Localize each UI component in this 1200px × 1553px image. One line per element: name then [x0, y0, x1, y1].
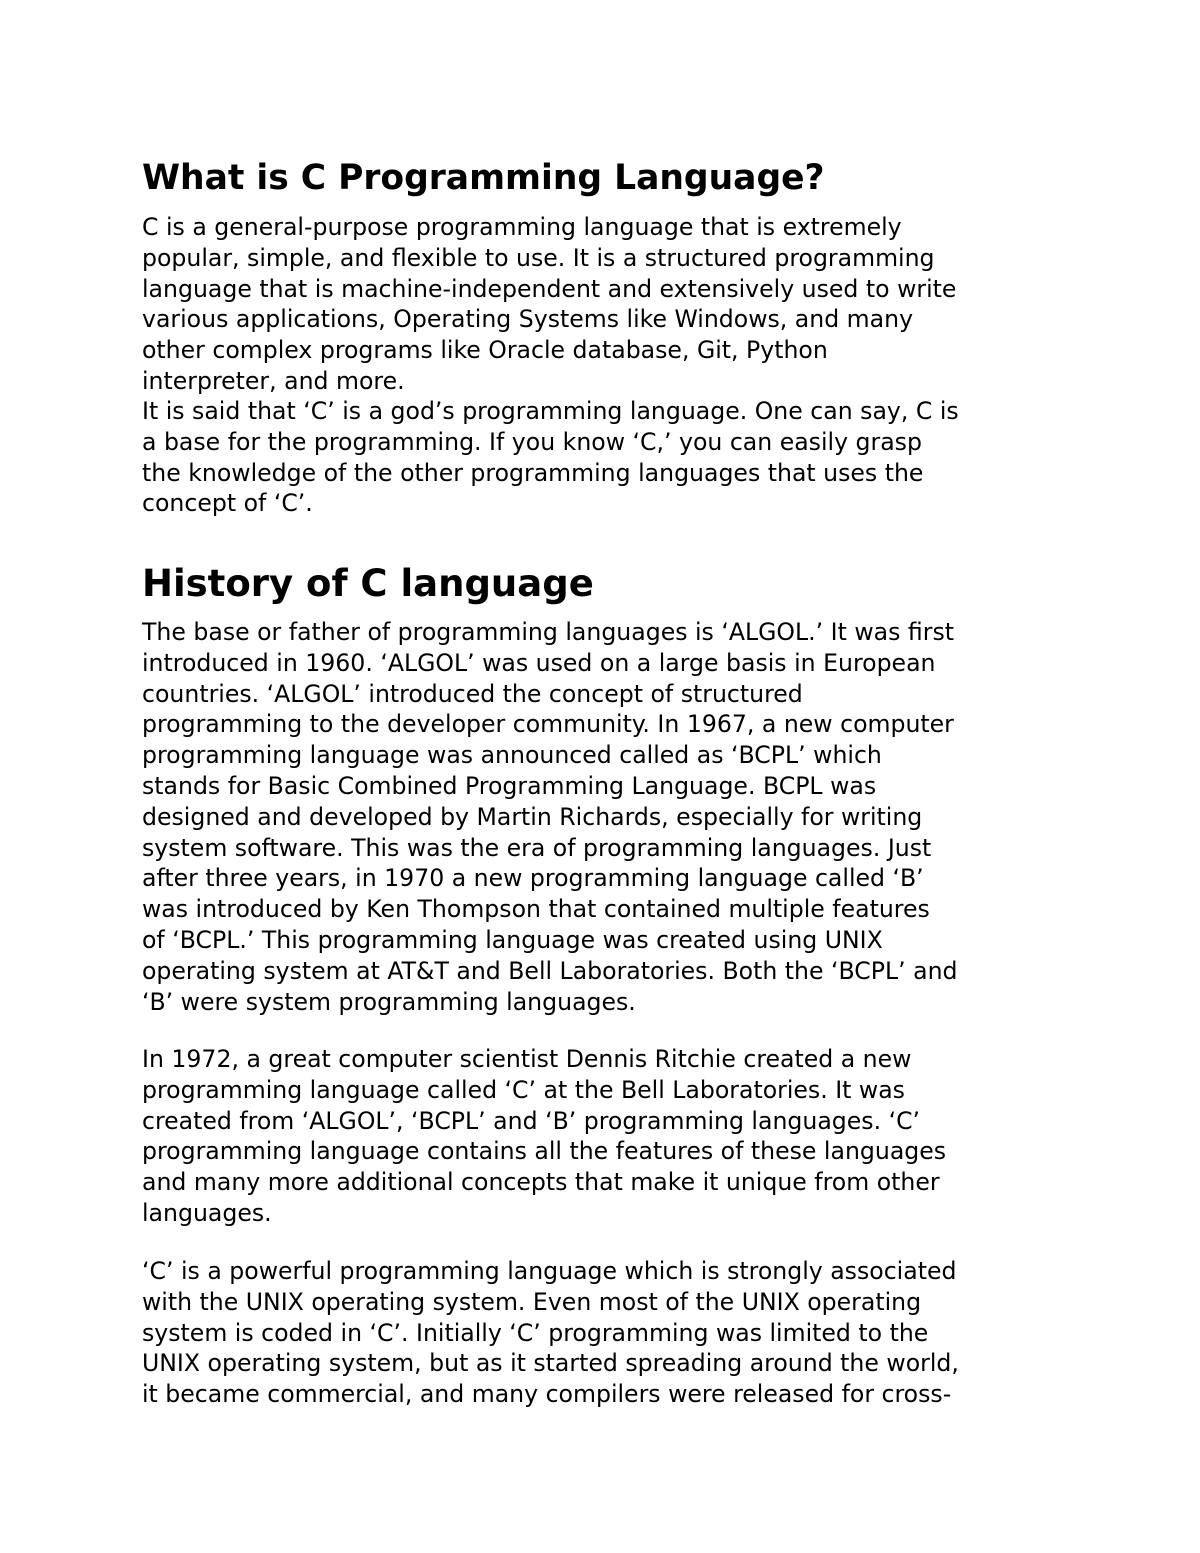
- text-line: language that is machine-independent and extensively used to write: [142, 274, 957, 303]
- text-line: operating system at AT&T and Bell Laboratories. Both the ‘BCPL’ and: [142, 956, 958, 985]
- paragraph-gods-language: [142, 396, 1072, 519]
- text-line: The base or father of programming languages is ‘ALGOL.’ It was first: [142, 618, 954, 646]
- text-line: interpreter, and more.: [142, 366, 405, 395]
- text-line: system is coded in ‘C’. Initially ‘C’ programming was limited to the: [142, 1318, 929, 1347]
- text-line: languages.: [142, 1198, 272, 1227]
- text-line: designed and developed by Martin Richards, especially for writing: [142, 802, 923, 831]
- text-line: the knowledge of the other programming languages that uses the: [142, 458, 924, 487]
- text-line: It is said that ‘C’ is a god’s programming language. One can say, C is: [142, 397, 959, 425]
- text-line: stands for Basic Combined Programming Language. BCPL was: [142, 771, 877, 800]
- text-line: of ‘BCPL.’ This programming language was created using UNIX: [142, 925, 883, 954]
- text-line: a base for the programming. If you know ‘C,’ you can easily grasp: [142, 427, 922, 456]
- text-line: ‘B’ were system programming languages.: [142, 987, 636, 1016]
- text-line: other complex programs like Oracle database, Git, Python: [142, 336, 828, 365]
- paragraph-dennis-ritchie: [142, 1044, 1072, 1229]
- text-line: popular, simple, and flexible to use. It is a structured programming: [142, 243, 935, 272]
- text-line: programming language contains all the features of these languages: [142, 1137, 947, 1166]
- text-line: system software. This was the era of programming languages. Just: [142, 833, 932, 862]
- text-line: and many more additional concepts that make it unique from other: [142, 1168, 940, 1197]
- text-line: C is a general-purpose programming language that is extremely: [142, 213, 902, 241]
- text-line: programming language was announced called as ‘BCPL’ which: [142, 741, 882, 770]
- text-line: with the UNIX operating system. Even most of the UNIX operating: [142, 1287, 922, 1316]
- text-line: various applications, Operating Systems like Windows, and many: [142, 305, 914, 334]
- text-line: concept of ‘C’.: [142, 489, 313, 518]
- text-line: after three years, in 1970 a new programming language called ‘B’: [142, 864, 924, 893]
- section-heading-what-is-c: What is C Programming Language?: [142, 158, 825, 198]
- text-line: In 1972, a great computer scientist Dennis Ritchie created a new: [142, 1045, 912, 1073]
- paragraph-algol-bcpl-b: [142, 617, 1072, 1017]
- text-line: was introduced by Ken Thompson that contained multiple features: [142, 895, 930, 924]
- text-line: countries. ‘ALGOL’ introduced the concept of structured: [142, 679, 803, 708]
- section-heading-history: History of C language: [142, 562, 594, 605]
- text-line: introduced in 1960. ‘ALGOL’ was used on a large basis in European: [142, 648, 936, 677]
- text-line: programming language called ‘C’ at the Bell Laboratories. It was: [142, 1075, 905, 1104]
- text-line: it became commercial, and many compilers were released for cross-: [142, 1380, 952, 1409]
- text-line: ‘C’ is a powerful programming language which is strongly associated: [142, 1257, 957, 1285]
- text-line: created from ‘ALGOL’, ‘BCPL’ and ‘B’ programming languages. ‘C’: [142, 1106, 921, 1135]
- text-line: UNIX operating system, but as it started spreading around the world,: [142, 1349, 959, 1378]
- paragraph-intro: [142, 212, 1072, 397]
- text-line: programming to the developer community. In 1967, a new computer: [142, 710, 954, 739]
- paragraph-unix-association: [142, 1256, 1072, 1410]
